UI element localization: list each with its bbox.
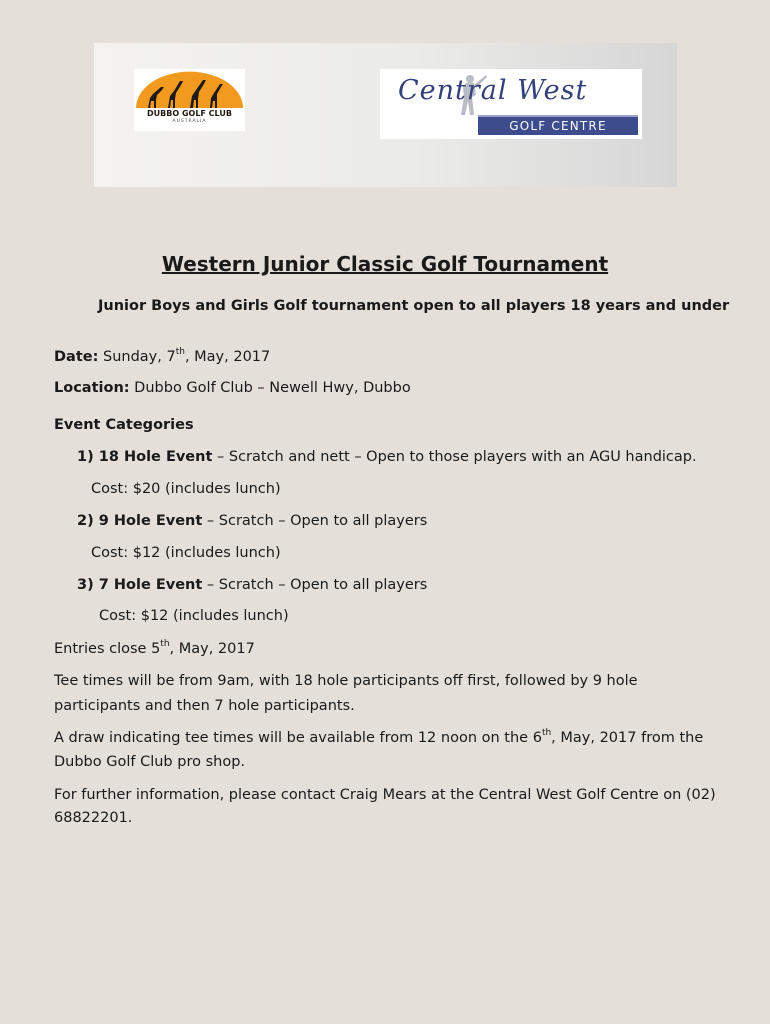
location-label: Location: xyxy=(54,380,130,396)
event-1-line xyxy=(77,448,697,466)
subtitle: Junior Boys and Girls Golf tournament open to all players 18 years and under xyxy=(98,298,730,314)
event-1-desc: – Scratch and nett – Open to those players with an AGU handicap. xyxy=(212,449,697,465)
date-value-post: , May, 2017 xyxy=(184,349,271,365)
central-west-golf-centre-logo xyxy=(380,69,642,139)
tee-times-line-1: Tee times will be from 9am, with 18 hole participants off first, followed by 9 hole xyxy=(54,673,638,689)
event-2-desc: – Scratch – Open to all players xyxy=(202,513,428,529)
date-line xyxy=(54,348,270,366)
header-banner xyxy=(94,43,677,187)
dubbo-golf-club-logo xyxy=(134,69,245,131)
entries-sup: th xyxy=(160,639,170,649)
dubbo-logo-country: AUSTRALIA xyxy=(172,119,207,124)
event-3-cost: Cost: $12 (includes lunch) xyxy=(99,608,289,624)
event-categories-heading: Event Categories xyxy=(54,417,194,433)
event-2-title: 2) 9 Hole Event xyxy=(77,513,203,529)
contact-line-1: For further information, please contact Craig Mears at the Central West Golf Centre on (02) xyxy=(54,787,716,803)
tee-times-line-2: participants and then 7 hole participants. xyxy=(54,698,355,714)
event-3-desc: – Scratch – Open to all players xyxy=(202,577,428,593)
event-1-cost: Cost: $20 (includes lunch) xyxy=(91,481,281,497)
draw-line-1 xyxy=(54,729,703,747)
page-title: Western Junior Classic Golf Tournament xyxy=(161,252,609,276)
event-2-cost: Cost: $12 (includes lunch) xyxy=(91,545,281,561)
draw-post: , May, 2017 from the xyxy=(551,730,704,746)
location-value: Dubbo Golf Club – Newell Hwy, Dubbo xyxy=(129,380,411,396)
date-value-pre: Sunday, 7 xyxy=(98,349,176,365)
event-1-title: 1) 18 Hole Event xyxy=(77,449,213,465)
draw-line-2: Dubbo Golf Club pro shop. xyxy=(54,754,246,770)
event-3-title: 3) 7 Hole Event xyxy=(77,577,203,593)
entries-close-line xyxy=(54,640,255,658)
date-label: Date: xyxy=(54,349,99,365)
date-value-sup: th xyxy=(175,347,185,357)
entries-post: , May, 2017 xyxy=(169,641,255,657)
dubbo-logo-name: DUBBO GOLF CLUB xyxy=(147,109,232,118)
event-3-line xyxy=(77,576,427,594)
event-2-line xyxy=(77,512,427,530)
contact-line-2: 68822201. xyxy=(54,810,133,826)
golf-centre-bar: GOLF CENTRE xyxy=(478,115,638,135)
location-line xyxy=(54,379,411,397)
central-west-script: Central West xyxy=(398,75,588,106)
entries-pre: Entries close 5 xyxy=(54,641,161,657)
draw-pre: A draw indicating tee times will be available from 12 noon on the 6 xyxy=(54,730,542,746)
draw-sup: th xyxy=(541,728,552,738)
